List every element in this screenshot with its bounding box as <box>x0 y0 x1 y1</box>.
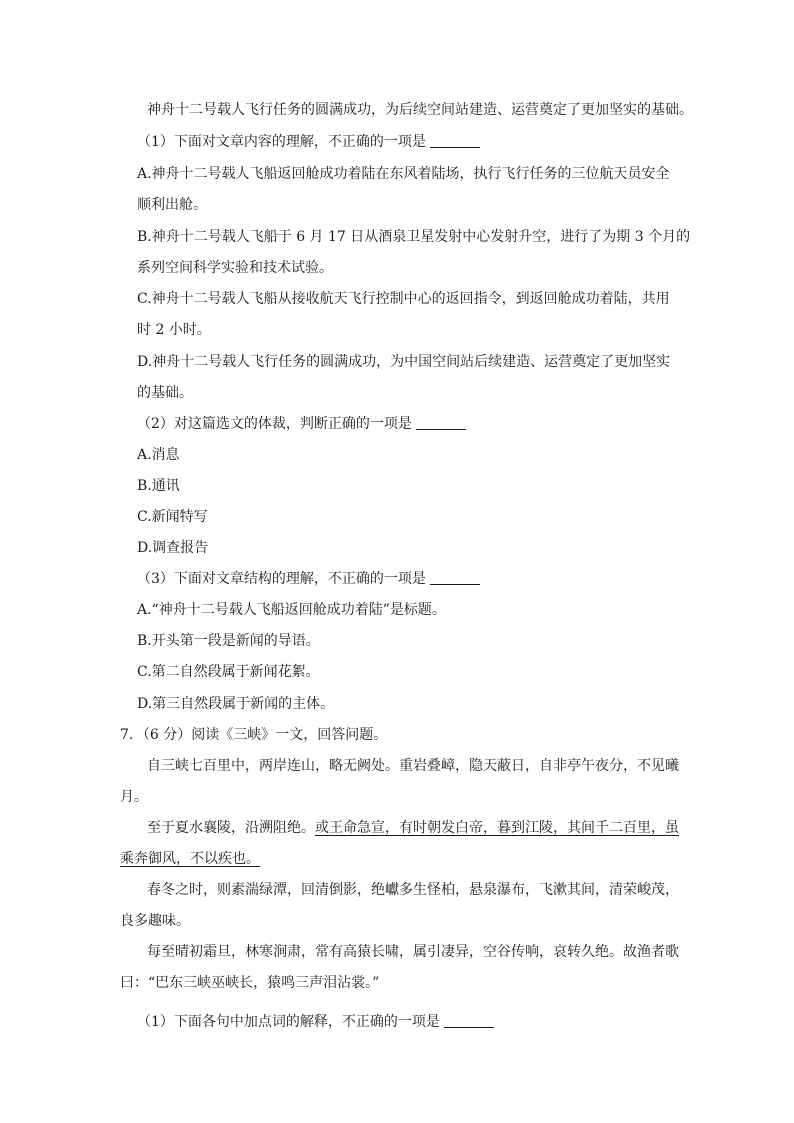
q3-option-c: C.第二自然段属于新闻花絮。 <box>137 664 320 680</box>
question-1-stem-text: （1）下面对文章内容的理解，不正确的一项是 <box>137 134 426 150</box>
sanxia-para3-line1: 春冬之时，则素湍绿潭，回清倒影，绝巘多生怪柏，悬泉瀑布，飞漱其间，清荣峻茂， <box>147 882 679 898</box>
question-3-stem <box>137 569 480 589</box>
answer-blank <box>416 415 466 430</box>
q2-option-b: B.通讯 <box>137 478 180 494</box>
passage-last-line: 神舟十二号载人飞行任务的圆满成功，为后续空间站建造、运营奠定了更加坚实的基础。 <box>147 102 693 118</box>
q3-option-b: B.开头第一段是新闻的导语。 <box>137 633 320 649</box>
question-7-sub1-stem <box>137 1012 494 1032</box>
answer-blank <box>430 570 480 585</box>
question-3-stem-text: （3）下面对文章结构的理解，不正确的一项是 <box>137 571 426 587</box>
q1-option-c-line2: 时 2 小时。 <box>137 322 211 338</box>
question-7-sub1-text: （1）下面各句中加点词的解释，不正确的一项是 <box>137 1014 440 1030</box>
q1-option-a-line1: A.神舟十二号载人飞船返回舱成功着陆在东风着陆场，执行飞行任务的三位航天员安全 <box>137 166 670 182</box>
q3-option-d: D.第三自然段属于新闻的主体。 <box>137 696 335 712</box>
sanxia-para4-line2: 曰：“巴东三峡巫峡长，猿鸣三声泪沾裳。” <box>120 975 380 991</box>
q1-option-c-line1: C.神舟十二号载人飞船从接收航天飞行控制中心的返回指令，到返回舱成功着陆，共用 <box>137 291 670 307</box>
answer-blank <box>444 1013 494 1028</box>
q3-option-a: A.“神舟十二号载人飞船返回舱成功着陆”是标题。 <box>137 602 446 618</box>
question-7-header: 7．（6 分）阅读《三峡》一文，回答问题。 <box>120 727 388 743</box>
q1-option-d-line2: 的基础。 <box>137 385 193 401</box>
question-1-stem <box>137 132 480 152</box>
sanxia-para2-line1 <box>147 818 679 838</box>
question-2-stem-text: （2）对这篇选文的体裁，判断正确的一项是 <box>137 416 412 432</box>
sanxia-para1-line2: 月。 <box>120 789 148 805</box>
sanxia-para4-line1: 每至晴初霜旦，林寒涧肃，常有高猿长啸，属引凄异，空谷传响，哀转久绝。故渔者歌 <box>147 944 679 960</box>
q2-option-d: D.调查报告 <box>137 540 209 556</box>
q2-option-c: C.新闻特写 <box>137 509 208 525</box>
q1-option-b-line1: B.神舟十二号载人飞船于 6 月 17 日从酒泉卫星发射中心发射升空，进行了为期 3 个月的 <box>137 229 691 245</box>
sanxia-para2-underlined: 或王命急宣，有时朝发白帝，暮到江陵，其间千二百里，虽 <box>315 820 679 836</box>
question-2-stem <box>137 414 466 434</box>
sanxia-para2-plain: 至于夏水襄陵，沿溯阻绝。 <box>147 820 315 836</box>
answer-blank <box>430 133 480 148</box>
sanxia-para1-line1: 自三峡七百里中，两岸连山，略无阙处。重岩叠嶂，隐天蔽日，自非亭午夜分，不见曦 <box>147 758 679 774</box>
sanxia-para3-line2: 良多趣味。 <box>120 913 190 929</box>
q1-option-b-line2: 系列空间科学实验和技术试验。 <box>137 260 333 276</box>
q1-option-d-line1: D.神舟十二号载人飞行任务的圆满成功，为中国空间站后续建造、运营奠定了更加坚实 <box>137 354 671 370</box>
q1-option-a-line2: 顺利出舱。 <box>137 197 207 213</box>
q2-option-a: A.消息 <box>137 447 180 463</box>
sanxia-para2-line2-underlined: 乘奔御风，不以疾也。 <box>120 851 260 867</box>
